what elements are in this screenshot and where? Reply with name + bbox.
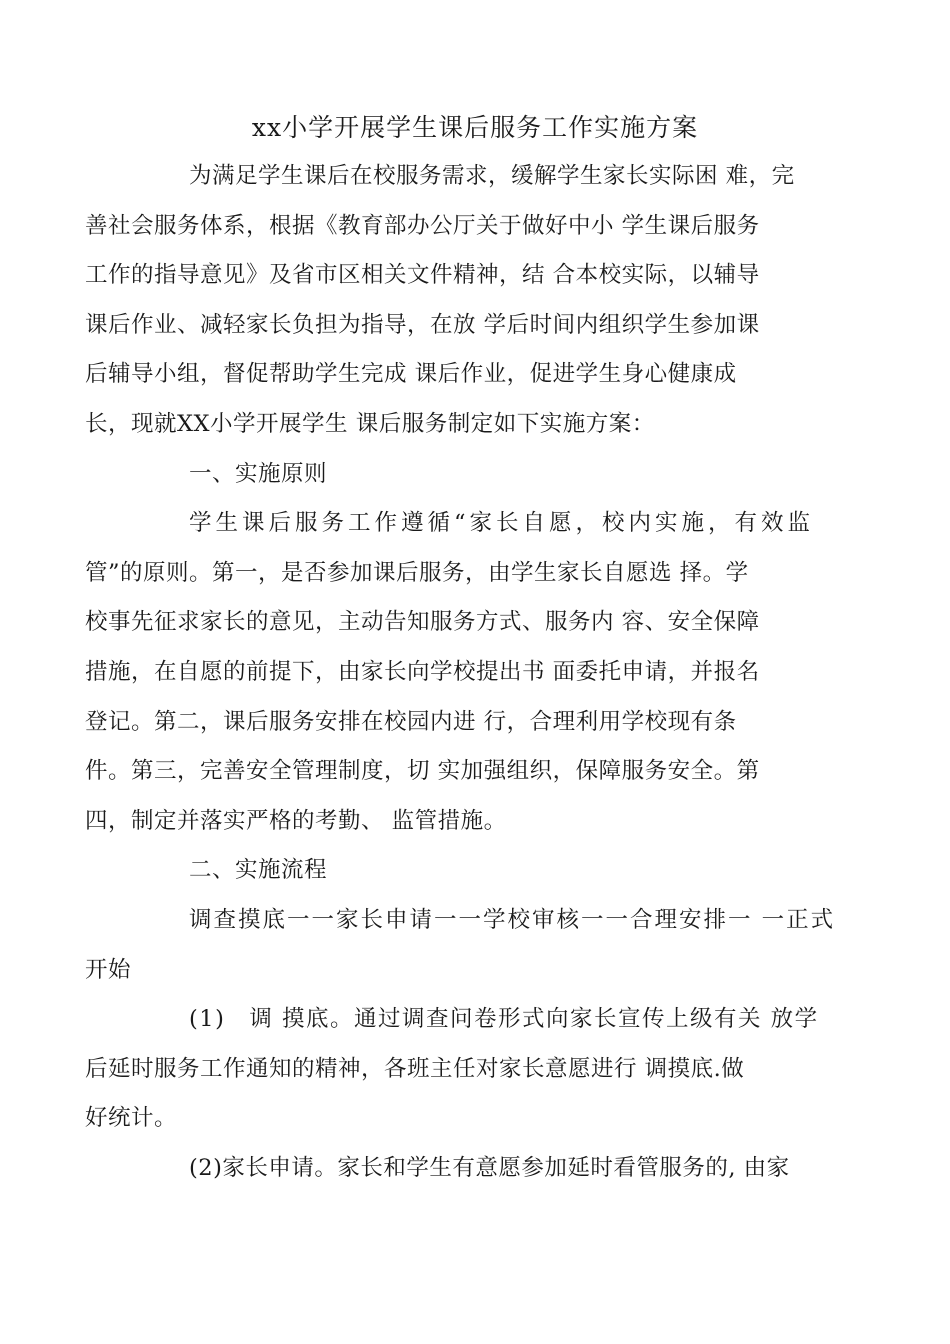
section-heading-principles: 一、实施原则 (189, 460, 328, 487)
principles-paragraph (85, 499, 832, 846)
process-item-2 (137, 1144, 832, 1194)
text-line: 长，现就XX小学开展学生 课后服务制定如下实施方案： (85, 410, 655, 437)
text-line: 后辅导小组，督促帮助学生完成 课后作业，促进学生身心健康成 (85, 361, 737, 388)
text-line: (2)家长申请。家长和学生有意愿参加延时看管服务的, 由家 (189, 1154, 790, 1181)
document-title: xx小学开展学生课后服务工作实施方案 (251, 113, 699, 142)
text-line: 件。第三，完善安全管理制度，切 实加强组织，保障服务安全。第 (85, 758, 760, 785)
text-line: 管”的原则。第一，是否参加课后服务，由学生家长自愿选 择。学 (85, 559, 749, 586)
text-line: 登记。第二，课后服务安排在校园内进 行，合理利用学校现有条 (85, 708, 737, 735)
text-line: 四，制定并落实严格的考勤、 监管措施。 (85, 807, 507, 834)
text-line: 校事先征求家长的意见，主动告知服务方式、服务内 容、安全保障 (85, 609, 760, 636)
document-body (85, 152, 836, 1193)
text-line: 开始 (85, 956, 132, 983)
process-item-1 (85, 995, 832, 1144)
text-line: (1) 调 摸底。通过调查问卷形式向家长宣传上级有关 放学 (189, 1006, 819, 1033)
text-line: 措施，在自愿的前提下，由家长向学校提出书 面委托申请，并报名 (85, 658, 760, 685)
text-line: 工作的指导意见》及省市区相关文件精神，结 合本校实际，以辅导 (85, 262, 760, 289)
process-flow-paragraph (85, 896, 836, 995)
text-line: 学生课后服务工作遵循“家长自愿，校内实施，有效监 (189, 510, 815, 537)
text-line: 课后作业、减轻家长负担为指导，在放 学后时间内组织学生参加课 (85, 311, 760, 338)
text-line: 为满足学生课后在校服务需求，缓解学生家长实际困 难，完 (189, 163, 795, 189)
intro-paragraph (85, 152, 832, 450)
text-line: 好统计。 (85, 1105, 178, 1132)
text-line: 后延时服务工作通知的精神，各班主任对家长意愿进行 调摸底.做 (85, 1055, 745, 1082)
text-line: 善社会服务体系，根据《教育部办公厅关于做好中小 学生课后服务 (85, 212, 760, 239)
section-heading-process: 二、实施流程 (189, 857, 328, 884)
text-line: 调查摸底一一家长申请一一学校审核一一合理安排一 一正式 (189, 906, 836, 933)
